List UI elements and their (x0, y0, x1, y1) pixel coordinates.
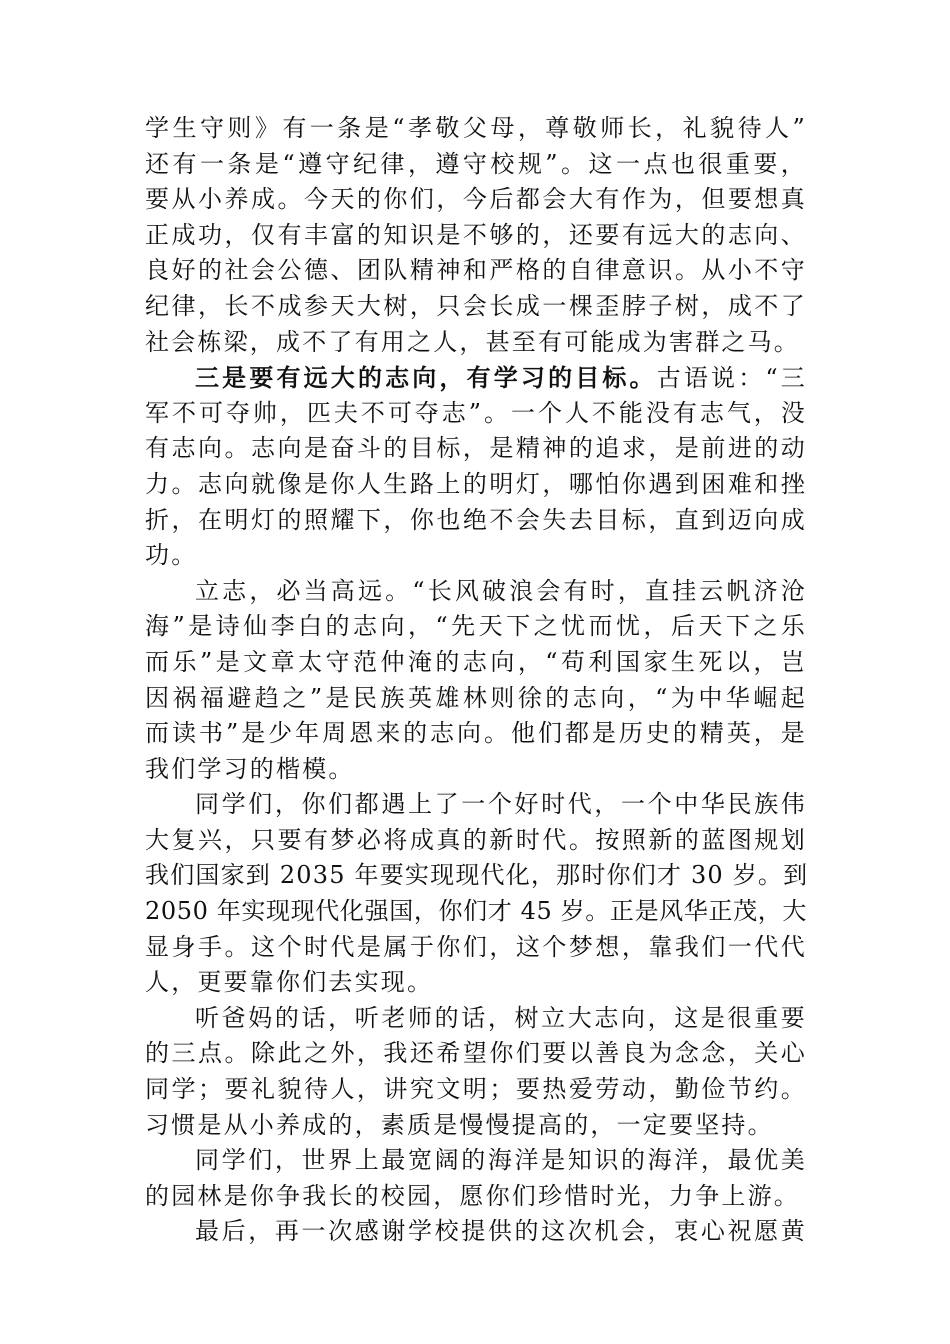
text-line: 的三点。除此之外，我还希望你们要以善良为念念，关心 (145, 1039, 807, 1068)
paragraph-3 (145, 574, 807, 788)
text-line: 功。 (145, 541, 198, 570)
text-line: 同学们，世界上最宽阔的海洋是知识的海洋，最优美 (195, 1146, 807, 1175)
text-line: 听爸妈的话，听老师的话，树立大志向，这是很重要 (195, 1003, 807, 1032)
text-run: 古语说：“三 (656, 364, 807, 393)
text-line: 我们国家到 2035 年要实现现代化，那时你们才 30 岁。到 (145, 861, 809, 890)
text-line: 人，更要靠你们去实现。 (145, 968, 434, 997)
section-heading: 三是要有远大的志向，有学习的目标。 (195, 363, 657, 393)
paragraph-5 (145, 1001, 807, 1143)
text-line: 同学；要礼貌待人，讲究文明；要热爱劳动，勤俭节约。 (145, 1075, 807, 1104)
text-line (145, 360, 807, 396)
text-line: 折，在明灯的照耀下，你也绝不会失去目标，直到迈向成 (145, 505, 807, 534)
text-line: 而乐”是文章太守范仲淹的志向，“苟利国家生死以，岂 (145, 647, 807, 676)
text-line: 2050 年实现现代化强国，你们才 45 岁。正是风华正茂，大 (145, 897, 807, 926)
text-line: 我们学习的楷模。 (145, 754, 355, 783)
text-line: 社会栋梁，成不了有用之人，甚至有可能成为害群之马。 (145, 327, 800, 356)
paragraph-6 (145, 1143, 807, 1214)
text-line: 显身手。这个时代是属于你们，这个梦想，靠我们一代代 (145, 932, 807, 961)
text-line: 最后，再一次感谢学校提供的这次机会，衷心祝愿黄 (195, 1217, 807, 1246)
text-line: 要从小养成。今天的你们，今后都会大有作为，但要想真 (145, 185, 807, 214)
text-line: 军不可夺帅，匹夫不可夺志”。一个人不能没有志气，没 (145, 398, 807, 427)
text-line: 还有一条是“遵守纪律，遵守校规”。这一点也很重要， (145, 149, 807, 178)
text-line: 的园林是你争我长的校园，愿你们珍惜时光，力争上游。 (145, 1181, 800, 1210)
paragraph-2 (145, 360, 807, 574)
text-line: 正成功，仅有丰富的知识是不够的，还要有远大的志向、 (145, 220, 807, 249)
text-line: 立志，必当高远。“长风破浪会有时，直挂云帆济沧 (195, 576, 807, 605)
text-line: 良好的社会公德、团队精神和严格的自律意识。从小不守 (145, 256, 807, 285)
text-line: 因祸福避趋之”是民族英雄林则徐的志向，“为中华崛起 (145, 683, 807, 712)
document-page (145, 111, 807, 1250)
paragraph-4 (145, 787, 807, 1001)
text-line: 纪律，长不成参天大树，只会长成一棵歪脖子树，成不了 (145, 291, 807, 320)
text-line: 习惯是从小养成的，素质是慢慢提高的，一定要坚持。 (145, 1110, 774, 1139)
paragraph-1 (145, 111, 807, 360)
text-line: 海”是诗仙李白的志向，“先天下之忧而忧，后天下之乐 (145, 612, 807, 641)
text-line: 力。志向就像是你人生路上的明灯，哪怕你遇到困难和挫 (145, 469, 807, 498)
text-line: 学生守则》有一条是“孝敬父母，尊敬师长，礼貌待人” (145, 114, 807, 142)
paragraph-7 (145, 1214, 807, 1250)
text-line: 大复兴，只要有梦必将成真的新时代。按照新的蓝图规划 (145, 825, 807, 854)
text-line: 同学们，你们都遇上了一个好时代，一个中华民族伟 (195, 790, 807, 819)
text-line: 而读书”是少年周恩来的志向。他们都是历史的精英，是 (145, 719, 807, 748)
text-line: 有志向。志向是奋斗的目标，是精神的追求，是前进的动 (145, 434, 807, 463)
